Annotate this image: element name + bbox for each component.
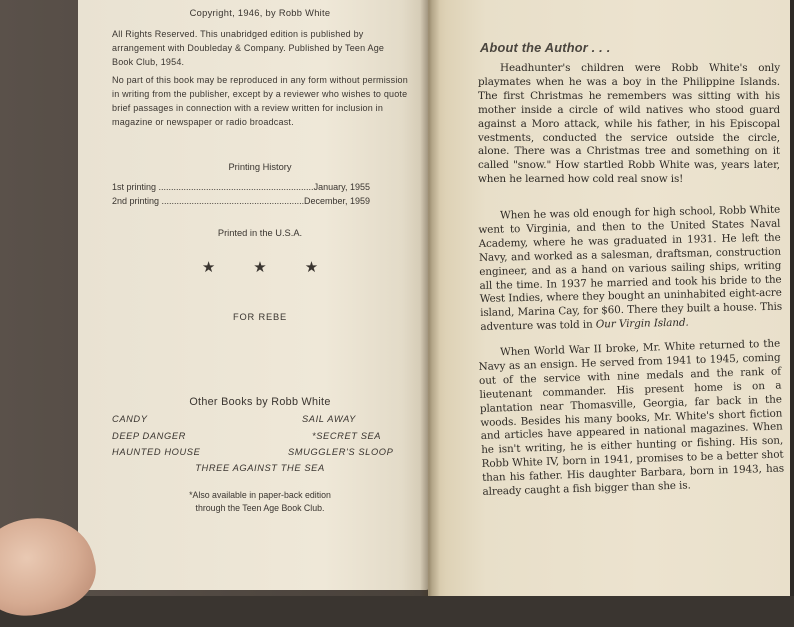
rights-notice: All Rights Reserved. This unabridged edition is published by arrangement with Doubleday & Company. Published by Teen Age Book Club, 1954. [112, 29, 385, 67]
book-title: DEEP DANGER [112, 431, 186, 441]
star-icon: ★ [201, 259, 216, 276]
star-icon: ★ [253, 259, 267, 276]
printing-entry [112, 182, 370, 192]
paragraph-text: When he was old enough for high school, Robb White went to Virginia, and then to the United States Naval Academy, where he was graduated in 1931. He left the Navy, and worked as a salesman, draftsman, construction engineer, and as a hand on various sailing ships, writing all the time. In 1937 he married and took his bride to the West Indies, where they bought an uninhabited eight-acre island, Marina Cay, for $60. There they built a house. This adventure was told in [478, 203, 783, 334]
book-title: THREE AGAINST THE SEA [195, 463, 325, 473]
reproduction-notice: No part of this book may be reproduced in any form without permission in writing from the publisher, except by a reviewer who wishes to quote brief passages in connection with a review written for inclusion in magazine or newspaper or radio broadcast. [112, 75, 408, 127]
printing-entry [112, 196, 370, 206]
printed-in-line: Printed in the U.S.A. [217, 228, 303, 238]
footnote-line: *Also available in paper-back edition [189, 490, 331, 500]
printing-date: January, 1955 [313, 182, 370, 192]
author-paragraph: When World War II broke, Mr. White returned to the Navy as an ensign. He served from 1941 to 1945, coming out of the service with nine medals and the rank of lieutenant commander. His present home is on a plantation near Thomasville, Georgia, far back in the woods. Besides his many books, Mr. White's short fiction and articles have appeared in national magazines. When he isn't writing, he is either hunting or fishing. His son, Robb White IV, born in 1941, promises to be a better shot than his father. His daughter Barbara, born in 1943, has already caught a fish bigger than she is. [478, 337, 785, 498]
about-author-heading: About the Author . . . [480, 40, 611, 55]
other-books-title: Other Books by Robb White [189, 396, 331, 408]
printing-label: 1st printing ..... [112, 182, 314, 192]
author-paragraph [478, 204, 783, 335]
book-reference: Our Virgin Island. [595, 316, 689, 331]
book-title: SAIL AWAY [302, 414, 356, 424]
printing-history-title: Printing History [228, 162, 292, 172]
book-title: HAUNTED HOUSE [112, 447, 201, 457]
book-title: *SECRET SEA [312, 431, 382, 441]
star-divider [112, 258, 408, 276]
star-icon: ★ [304, 259, 319, 276]
footnote-line: through the Teen Age Book Club. [195, 502, 325, 513]
printing-date: December, 1959 [303, 196, 370, 206]
book-gutter [420, 0, 440, 596]
book-title: CANDY [112, 414, 148, 424]
author-paragraph: Headhunter's children were Robb White's only playmates when he was a boy in the Philippine Islands. The first Christmas he remembers was sitting with his mother inside a circle of wild natives who stood guard against a Moro attack, while his father, in his Episcopal vestments, conducted the service outside the circle, alone. There was a Christmas tree and something on it called "snow." How startled Robb White was, years later, when he learned how cold real snow is! [478, 62, 780, 186]
dedication: FOR REBE [233, 312, 287, 322]
book-title: SMUGGLER'S SLOOP [288, 447, 394, 457]
availability-footnote [112, 489, 408, 514]
printing-label: 2nd printing ..... [112, 196, 304, 206]
copyright-line: Copyright, 1946, by Robb White [189, 8, 331, 18]
